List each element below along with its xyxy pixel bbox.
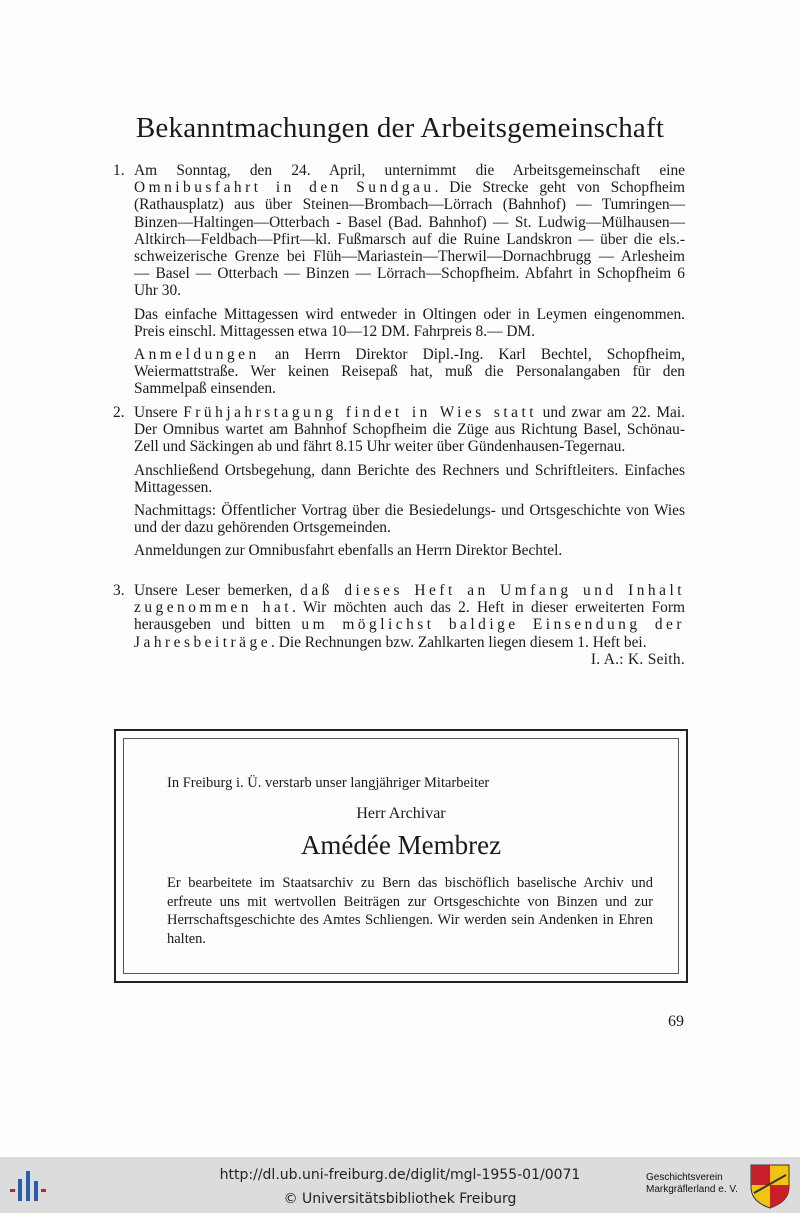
signature: I. A.: K. Seith. bbox=[590, 650, 685, 668]
copyright: © Universitätsbibliothek Freiburg bbox=[283, 1191, 517, 1207]
paragraph: Am Sonntag, den 24. April, unternimmt die Arbeitsgemeinschaft eine Omnibusfahrt in den Sundgau. Die Strecke geht von Schopfheim (Rathausplatz) aus über Steinen—Brombach—Lörrach (Bahnhof) — Tumringen—Binzen—Haltingen—Otterbach - Basel (Bad. Bahnhof) — St. Ludwig—Mülhausen—Altkirch—Feldbach—Pfirt—kl. Fußmarsch auf die Ruine Landskron — über die els.-schweizerische Grenze bei Flüh—Mariastein—Therwil—Dornachbrugg — Arlesheim — Basel — Otterbach — Binzen — Lörrach—Schopfheim. Abfahrt in Schopfheim 6 Uhr 30. bbox=[134, 162, 686, 300]
obituary-text: Er bearbeitete im Staatsarchiv zu Bern das bischöflich baselische Archiv und erfreute uns mit wertvollen Beiträgen zur Ortsgeschichte von Binzen und zur Herrschaftsgeschichte des Amtes Schliengen. Wir werden sein Andenken in Ehren halten. bbox=[167, 875, 653, 947]
footer-bar bbox=[0, 1157, 800, 1213]
emphasis: Frühjahrstagung findet in Wies statt bbox=[183, 404, 538, 421]
emphasis: Omnibusfahrt in den Sundgau bbox=[134, 179, 435, 197]
emphasis: Anmeldungen bbox=[134, 346, 260, 364]
item-number: 3. bbox=[113, 582, 125, 599]
paragraph: Anschließend Ortsbegehung, dann Berichte des Rechners und Schriftleiters. Einfaches Mittagessen. bbox=[134, 461, 685, 496]
obituary-intro: In Freiburg i. Ü. verstarb unser langjähriger Mitarbeiter bbox=[167, 775, 490, 791]
announcement-1 bbox=[113, 162, 685, 404]
paragraph: Unsere Leser bemerken, daß dieses Heft an Umfang und Inhalt zugenommen hat. Wir möchten auch das 2. Heft in dieser erweiterten Form herausgeben und bitten um möglichst baldige Einsendung der Jahresbeiträge. Die Rechnungen bzw. Zahlkarten liegen diesem 1. Heft bei. I. A.: K. Seith. bbox=[134, 582, 685, 668]
obituary-inner-frame bbox=[123, 738, 679, 974]
society-crest-icon[interactable] bbox=[749, 1163, 791, 1209]
obituary-box bbox=[114, 729, 688, 983]
item-number: 2. bbox=[113, 404, 125, 421]
announcement-3 bbox=[113, 582, 685, 674]
paragraph: Unsere Frühjahrstagung findet in Wies statt und zwar am 22. Mai. Der Omnibus wartet am Bahnhof Schopfheim die Züge aus Richtung Basel, Schönau-Zell und Säckingen ab und fährt 8.15 Uhr weiter über Gündenhausen-Tegernau. bbox=[134, 404, 685, 456]
document-url[interactable]: http://dl.ub.uni-freiburg.de/diglit/mgl-1955-01/0071 bbox=[219, 1167, 581, 1183]
society-name: Geschichtsverein Markgräflerland e. V. bbox=[646, 1172, 738, 1195]
page-number: 69 bbox=[668, 1013, 684, 1030]
emphasis: um möglichst baldige Einsendung der Jahresbeiträge bbox=[134, 616, 685, 651]
page-title: Bekanntmachungen der Arbeitsgemeinschaft bbox=[135, 112, 665, 144]
item-number: 1. bbox=[113, 162, 125, 179]
paragraph: Das einfache Mittagessen wird entweder in Oltingen oder in Leymen eingenommen. Preis einschl. Mittagessen etwa 10—12 DM. Fahrpreis 8.— DM. bbox=[134, 305, 685, 340]
obituary-role: Herr Archivar bbox=[356, 805, 446, 822]
paragraph: Nachmittags: Öffentlicher Vortrag über die Besiedelungs- und Ortsgeschichte von Wies und der dazu gehörenden Ortsgemeinden. bbox=[134, 502, 685, 537]
paragraph: Anmeldungen zur Omnibusfahrt ebenfalls an Herrn Direktor Bechtel. bbox=[134, 542, 563, 560]
announcement-2 bbox=[113, 404, 685, 566]
paragraph: Anmeldungen an Herrn Direktor Dipl.-Ing. Karl Bechtel, Schopfheim, Weiermattstraße. Wer keinen Reisepaß hat, muß die Personalangaben für den Sammelpaß einsenden. bbox=[134, 346, 685, 398]
obituary-name: Amédée Membrez bbox=[300, 830, 502, 860]
emphasis: daß dieses Heft an Umfang und Inhalt zugenommen hat bbox=[134, 582, 685, 617]
